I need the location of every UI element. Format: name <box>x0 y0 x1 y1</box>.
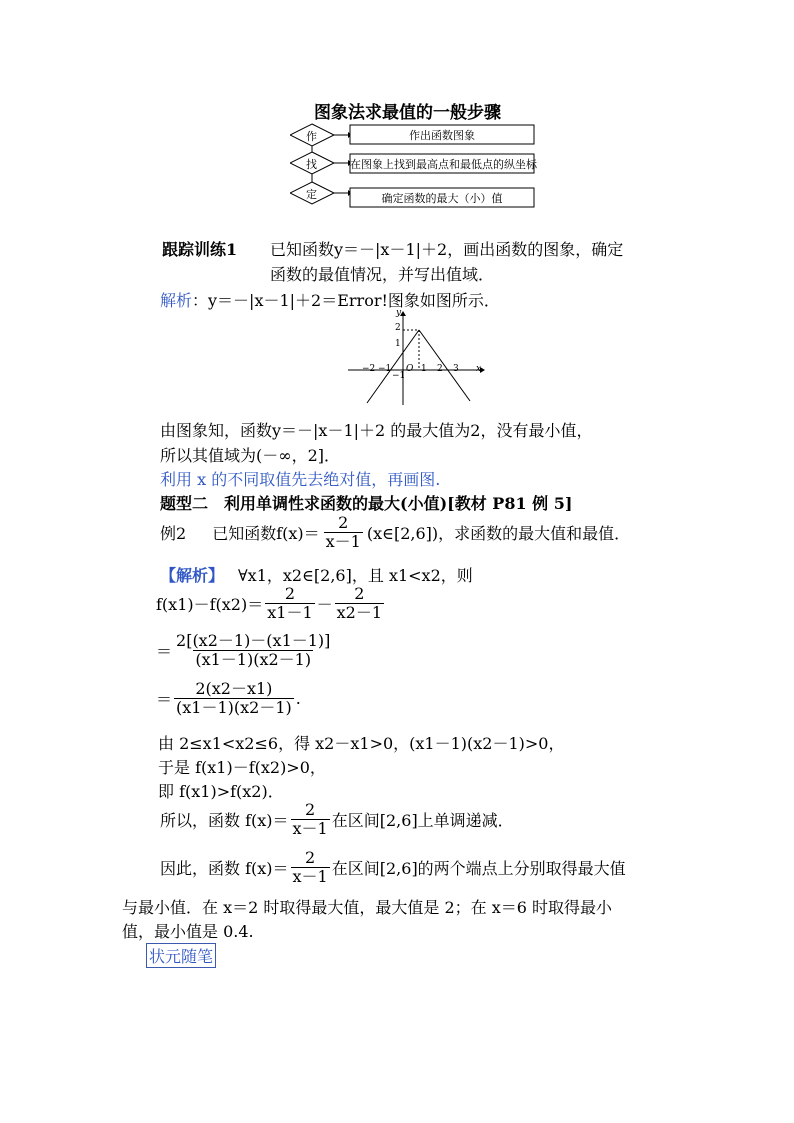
exercise-line-1: 已知函数y＝－|x－1|＋2，画出函数的图象，确定 <box>270 240 624 259</box>
function-graph <box>340 310 490 410</box>
origin-label: O <box>406 364 414 374</box>
eq1-fraction-2 <box>335 585 384 623</box>
fraction-denominator: (x1－1)(x2－1) <box>195 650 312 670</box>
fraction-numerator: 2 <box>354 584 365 603</box>
notes-link[interactable]: 状元随笔 <box>146 943 216 968</box>
eq3-end: . <box>295 689 301 709</box>
eq2-equals: ＝ <box>156 642 173 662</box>
fraction-numerator: 2 <box>305 848 316 867</box>
so-fraction <box>291 801 330 839</box>
solution-line-2: 由 2≤x1<x2≤6，得 x2－x1>0，(x1－1)(x2－1)>0， <box>158 734 565 753</box>
flow-title: 图象法求最值的一般步骤 <box>314 103 501 123</box>
fraction-denominator: x－1 <box>292 867 328 887</box>
x-tick-label: 2 <box>437 364 443 374</box>
fraction-denominator: x1－1 <box>267 603 313 623</box>
section-heading: 题型二 利用单调性求函数的最大(小值)[教材 P81 例 5] <box>160 494 573 513</box>
conclusion-line-2: 所以其值域为(－∞，2]． <box>160 446 340 465</box>
x-tick-label: 1 <box>421 364 427 374</box>
eq1-fraction-1 <box>265 585 314 623</box>
solution-line-4: 即 f(x1)>f(x2)． <box>158 782 284 801</box>
fraction-numerator: 2(x2－x1) <box>195 679 273 698</box>
fraction-denominator: x－1 <box>292 819 328 839</box>
fraction-numerator: 2 <box>305 800 316 819</box>
eq3-equals: ＝ <box>156 690 173 710</box>
hence-pre: 因此，函数 f(x)＝ <box>160 859 289 879</box>
example-fraction <box>324 514 363 552</box>
analysis-text: ：y＝－|x－1|＋2＝Error!图象如图所示． <box>192 291 500 310</box>
conclusion-line-1: 由图象知，函数y＝－|x－1|＋2 的最大值为2，没有最小值， <box>160 421 593 440</box>
y-tick-label: 1 <box>395 339 401 349</box>
hence-fraction <box>291 849 330 887</box>
fraction-numerator: 2[(x2－1)－(x1－1)] <box>176 631 331 650</box>
step-label-determine: 定 <box>306 188 317 201</box>
x-tick-label: −2 <box>362 364 376 374</box>
fraction-denominator: (x1－1)(x2－1) <box>176 698 292 718</box>
exercise-line-2: 函数的最值情况，并写出值域． <box>270 265 495 284</box>
step-text-make: 作出函数图象 <box>409 129 475 142</box>
fraction-denominator: x－1 <box>325 532 361 552</box>
hence-line-2: 与最小值．在 x＝2 时取得最大值，最大值是 2；在 x＝6 时取得最小 <box>122 898 613 917</box>
exercise-heading: 跟踪训练1 <box>162 240 238 259</box>
example-pre: 已知函数f(x)＝ <box>212 524 320 544</box>
step-text-determine: 确定函数的最大（小）值 <box>381 192 503 205</box>
eq3-fraction <box>174 680 294 718</box>
hint-note: 利用 x 的不同取值先去绝对值，再画图. <box>160 470 441 489</box>
fraction-numerator: 2 <box>284 584 296 603</box>
eq1-left: f(x1)－f(x2)＝ <box>156 595 264 615</box>
fraction-denominator: x2－1 <box>336 603 383 623</box>
y-tick-label: −1 <box>392 371 406 381</box>
example-label: 例2 <box>160 524 187 544</box>
solution-line-1: ∀x1，x2∈[2,6]，且 x1<x2，则 <box>238 566 473 585</box>
x-tick-label: 3 <box>453 364 459 374</box>
hence-post: 在区间[2,6]的两个端点上分别取得最大值 <box>331 859 626 879</box>
x-tick-label: −1 <box>378 364 392 374</box>
step-label-find: 找 <box>306 158 317 171</box>
y-axis-label: y <box>396 308 402 318</box>
solution-line-3: 于是 f(x1)－f(x2)>0， <box>158 758 326 777</box>
analysis-label: 解析 <box>160 291 193 310</box>
step-label-make: 作 <box>306 130 317 143</box>
eq2-fraction <box>174 632 332 670</box>
y-tick-label: 2 <box>395 323 401 333</box>
solution-label: 【解析】 <box>160 566 225 585</box>
x-axis-label: x <box>476 364 482 374</box>
example-post: (x∈[2,6])，求函数的最大值和最值． <box>366 524 631 544</box>
eq1-minus: － <box>316 595 333 615</box>
fraction-numerator: 2 <box>338 513 349 532</box>
so-post: 在区间[2,6]上单调递减． <box>331 811 514 831</box>
so-pre: 所以，函数 f(x)＝ <box>160 811 289 831</box>
hence-line-3: 值，最小值是 0.4. <box>122 922 254 941</box>
step-text-find: 在图象上找到最高点和最低点的纵坐标 <box>350 158 537 171</box>
